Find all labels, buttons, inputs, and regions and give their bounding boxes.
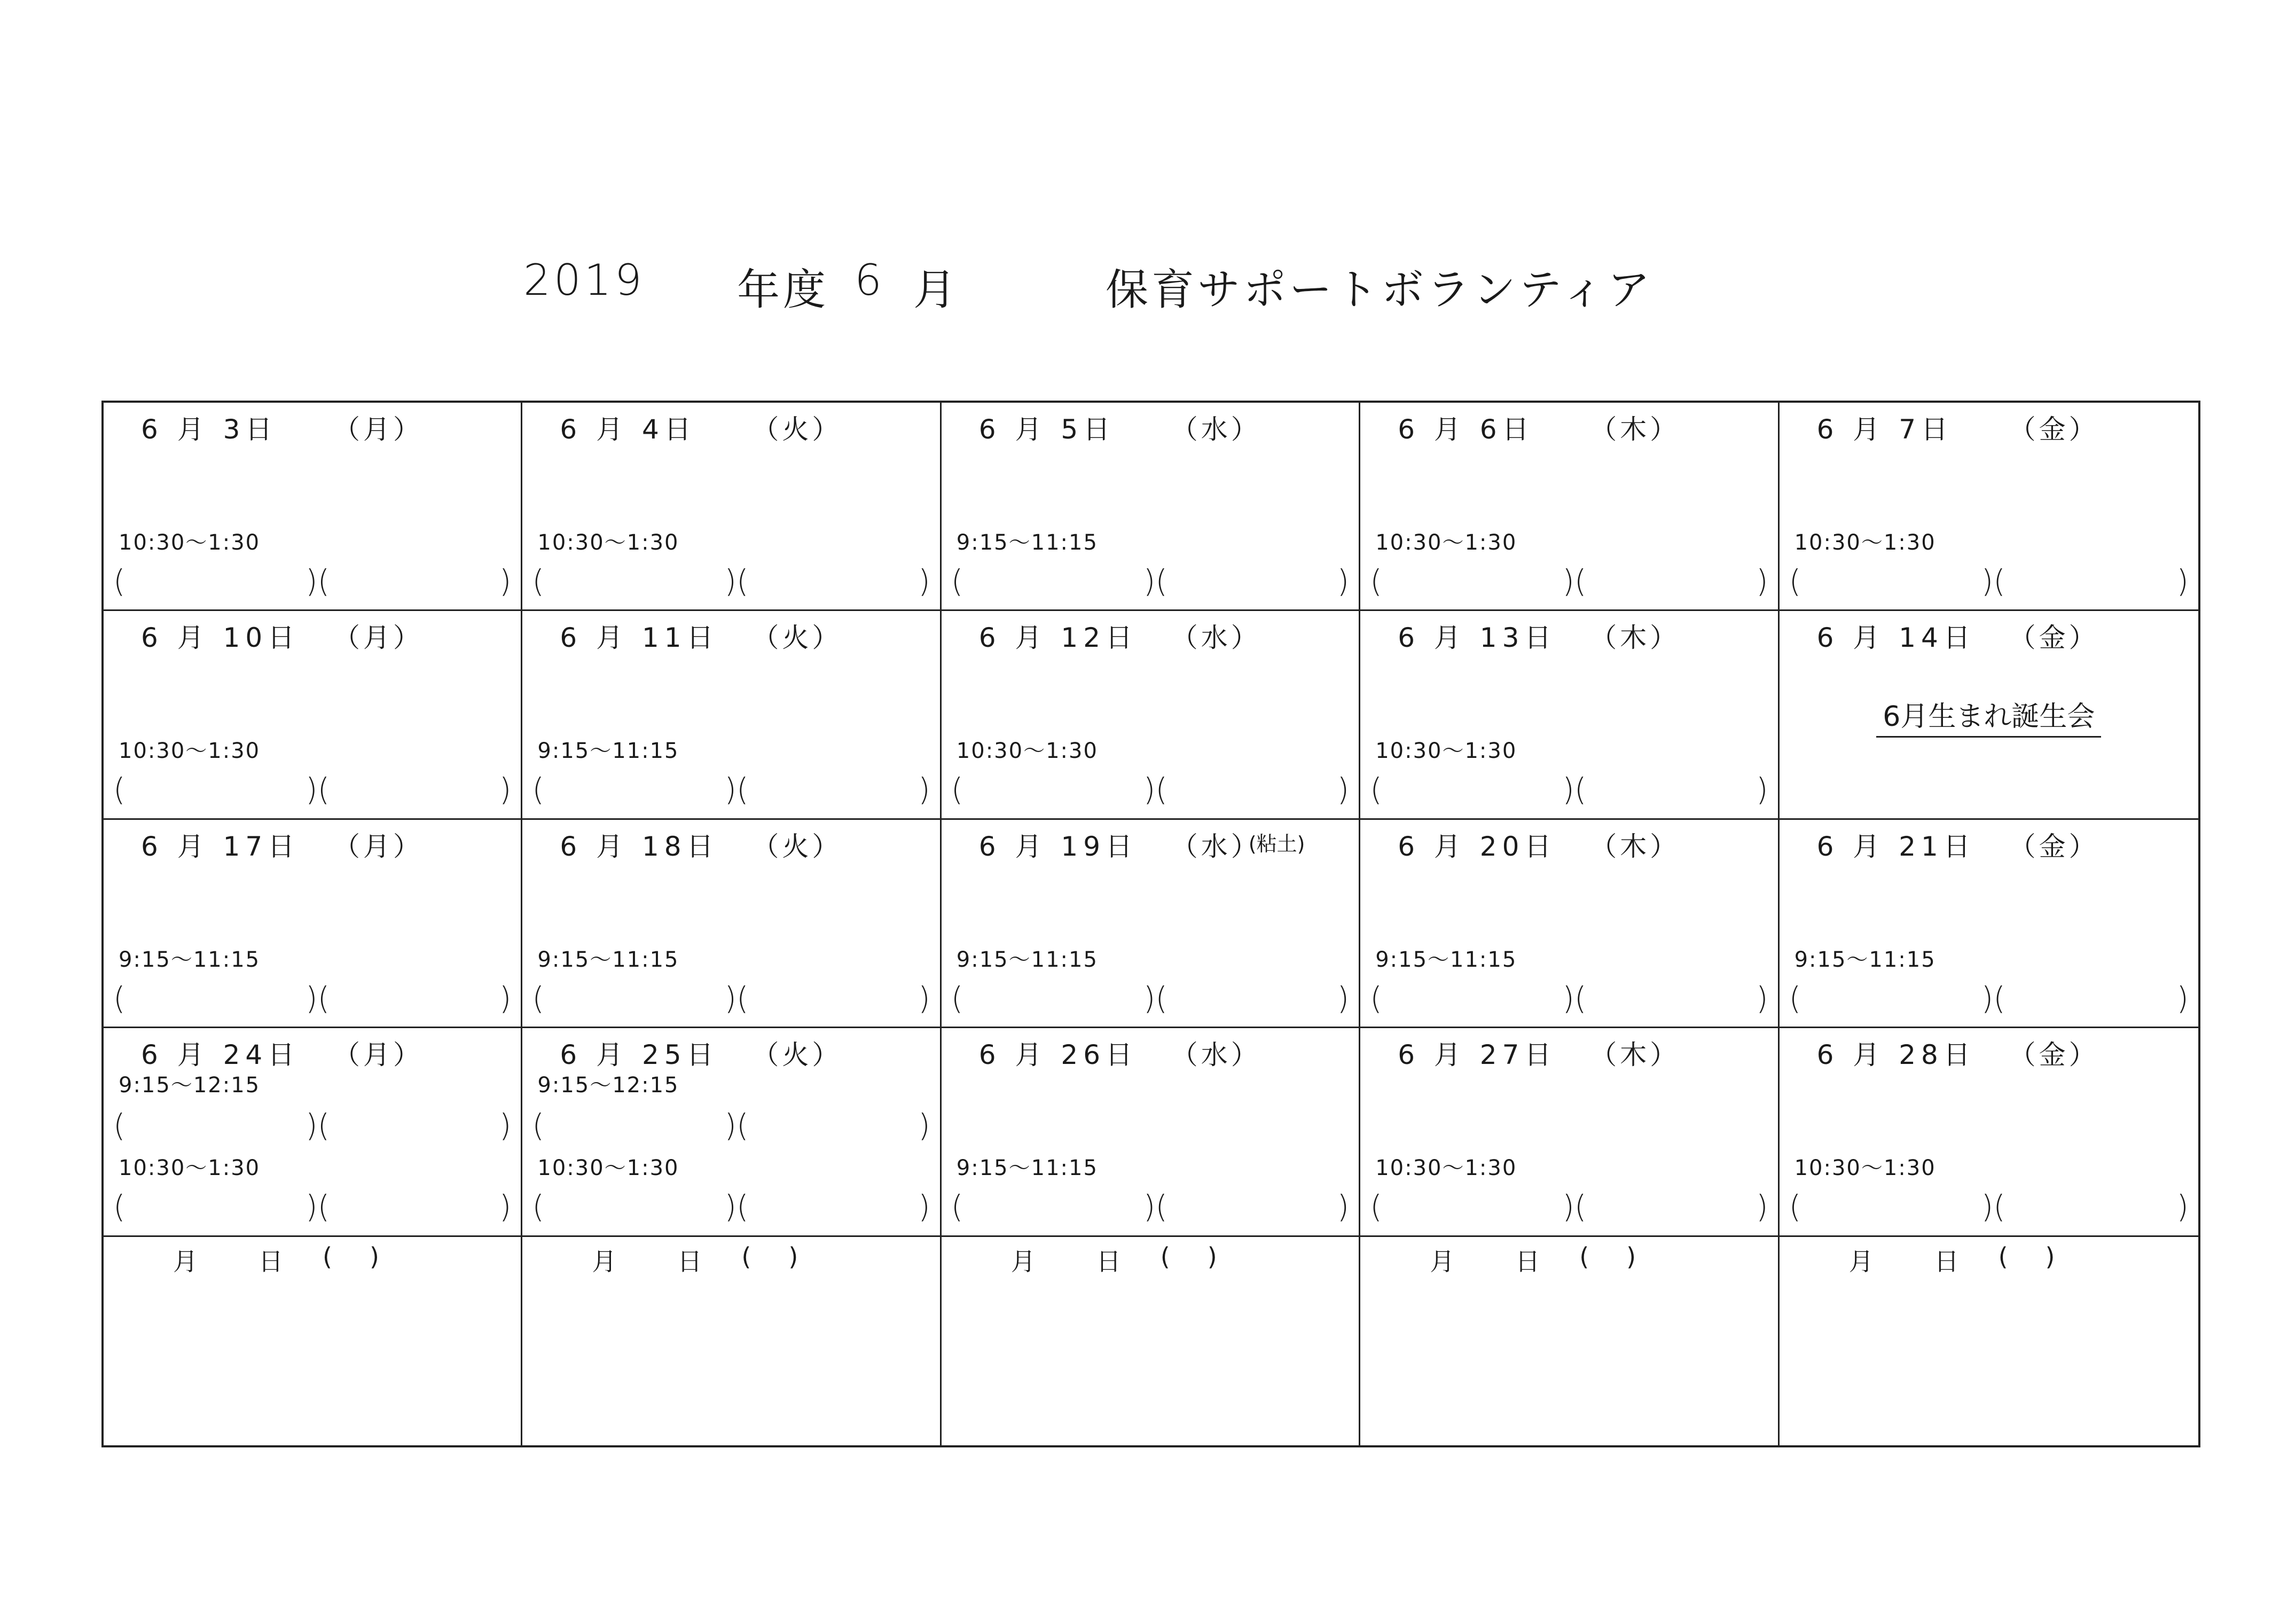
time-range: 9:15～11:15 [956, 1156, 1098, 1181]
slot-close-paren: ) [1756, 980, 1768, 1016]
day-date: 6 月 10日 [141, 622, 300, 654]
slot-close-paren: ) [1756, 1188, 1768, 1225]
day-date: 6 月 25日 [560, 1039, 719, 1071]
day-weekday: （水） [1171, 622, 1261, 654]
day-weekday: （火） [752, 831, 842, 862]
slot-open-paren: ( [1370, 771, 1382, 808]
slot-open-paren: ( [532, 563, 545, 599]
blank-paren-open: ( [1998, 1242, 2046, 1271]
blank-paren-open: ( [1579, 1242, 1627, 1271]
day-cell [942, 820, 1360, 1028]
volunteer-signup-slot[interactable] [113, 980, 512, 1016]
blank-paren-close: ) [2045, 1242, 2093, 1271]
slot-open-paren: ( [951, 563, 963, 599]
slot-middle-parens: )( [1562, 980, 1587, 1016]
day-event [1780, 694, 2198, 738]
title-heading: 保育サポートボランティア [1106, 265, 1654, 315]
day-weekday: （金） [2009, 622, 2099, 654]
day-cell [522, 403, 941, 611]
day-cell [1780, 820, 2198, 1028]
blank-paren-open: ( [1160, 1242, 1208, 1271]
day-date: 6 月 7日 [1816, 414, 1954, 445]
volunteer-signup-slot[interactable] [113, 1188, 512, 1225]
day-weekday: （木） [1590, 1039, 1680, 1071]
time-range: 10:30～1:30 [537, 530, 679, 555]
blank-paren-close: ) [1626, 1242, 1674, 1271]
volunteer-signup-slot[interactable] [532, 771, 930, 808]
slot-close-paren: ) [918, 1188, 930, 1225]
slot-close-paren: ) [918, 980, 930, 1016]
slot-middle-parens: )( [305, 1107, 330, 1144]
day-weekday: （木） [1590, 414, 1680, 445]
slot-middle-parens: )( [1143, 771, 1168, 808]
volunteer-signup-slot[interactable] [1789, 980, 2189, 1016]
slot-close-paren: ) [1337, 1188, 1350, 1225]
slot-open-paren: ( [113, 563, 126, 599]
blank-month-label: 月 [592, 1247, 617, 1276]
blank-month-label: 月 [1430, 1247, 1455, 1276]
slot-middle-parens: )( [1981, 563, 2005, 599]
time-range: 10:30～1:30 [537, 1156, 679, 1181]
day-date: 6 月 28日 [1816, 1039, 1976, 1071]
volunteer-signup-slot[interactable] [532, 980, 930, 1016]
slot-close-paren: ) [1756, 771, 1768, 808]
slot-middle-parens: )( [305, 1188, 330, 1225]
volunteer-signup-slot[interactable] [1789, 563, 2189, 599]
day-weekday: （水） [1171, 414, 1261, 445]
day-cell [1780, 403, 2198, 611]
day-cell [104, 1028, 522, 1236]
blank-day-label: 日 [1515, 1247, 1540, 1276]
time-range: 10:30～1:30 [1794, 1156, 1936, 1181]
time-range: 10:30～1:30 [1794, 530, 1936, 555]
day-weekday: （木） [1590, 622, 1680, 654]
blank-month-label: 月 [1010, 1247, 1036, 1276]
time-range: 10:30～1:30 [1375, 1156, 1517, 1181]
slot-open-paren: ( [113, 1188, 126, 1225]
slot-open-paren: ( [1370, 563, 1382, 599]
blank-paren-close: ) [788, 1242, 836, 1271]
day-date: 6 月 6日 [1398, 414, 1534, 445]
slot-close-paren: ) [499, 563, 512, 599]
blank-day-cell [1780, 1237, 2198, 1445]
day-cell [1360, 403, 1779, 611]
day-weekday: （水） [1171, 831, 1261, 862]
slot-close-paren: ) [918, 563, 930, 599]
day-date: 6 月 12日 [978, 622, 1138, 654]
slot-middle-parens: )( [1143, 1188, 1168, 1225]
day-note: (粘土) [1248, 832, 1305, 856]
blank-weekday-parens [1579, 1242, 1673, 1271]
title-year: 2019 [523, 255, 645, 305]
time-range: 10:30～1:30 [119, 1156, 261, 1181]
slot-middle-parens: )( [724, 1107, 749, 1144]
slot-middle-parens: )( [724, 1188, 749, 1225]
time-range: 9:15～11:15 [119, 947, 261, 972]
slot-close-paren: ) [499, 1188, 512, 1225]
blank-day-label: 日 [677, 1247, 702, 1276]
time-range: 9:15～11:15 [956, 947, 1098, 972]
day-date: 6 月 3日 [141, 414, 278, 445]
day-cell [942, 403, 1360, 611]
slot-close-paren: ) [918, 1107, 930, 1144]
volunteer-signup-slot[interactable] [951, 563, 1350, 599]
title-fiscal-year-label: 年度 [737, 265, 829, 315]
day-cell [942, 1028, 1360, 1236]
volunteer-signup-slot[interactable] [113, 563, 512, 599]
slot-open-paren: ( [1789, 1188, 1801, 1225]
slot-middle-parens: )( [1143, 563, 1168, 599]
slot-open-paren: ( [532, 1188, 545, 1225]
day-weekday: （月） [333, 831, 423, 862]
slot-close-paren: ) [2176, 980, 2189, 1016]
slot-open-paren: ( [1370, 980, 1382, 1016]
time-range: 10:30～1:30 [119, 530, 261, 555]
day-cell [1780, 1028, 2198, 1236]
day-date: 6 月 24日 [141, 1039, 300, 1071]
slot-close-paren: ) [499, 980, 512, 1016]
volunteer-signup-slot[interactable] [113, 771, 512, 808]
slot-close-paren: ) [499, 1107, 512, 1144]
volunteer-signup-slot[interactable] [951, 1188, 1350, 1225]
volunteer-calendar-grid [101, 401, 2200, 1447]
blank-weekday-parens [1999, 1242, 2093, 1271]
time-range: 9:15～11:15 [537, 739, 679, 764]
day-weekday: （火） [752, 414, 842, 445]
day-weekday: （月） [333, 414, 423, 445]
time-range: 10:30～1:30 [956, 739, 1098, 764]
day-weekday: （火） [752, 1039, 842, 1071]
time-range: 9:15～12:15 [119, 1073, 261, 1098]
volunteer-signup-slot[interactable] [951, 980, 1350, 1016]
day-weekday: （水） [1171, 1039, 1261, 1071]
blank-paren-close: ) [369, 1242, 417, 1271]
time-range: 9:15～12:15 [537, 1073, 679, 1098]
event-label: 6月生まれ誕生会 [1876, 694, 2101, 738]
day-date: 6 月 20日 [1398, 831, 1557, 862]
slot-middle-parens: )( [724, 771, 749, 808]
volunteer-signup-slot[interactable] [532, 563, 930, 599]
volunteer-signup-slot[interactable] [113, 1107, 512, 1144]
blank-paren-close: ) [1207, 1242, 1255, 1271]
slot-open-paren: ( [951, 771, 963, 808]
volunteer-signup-slot[interactable] [1370, 980, 1768, 1016]
day-weekday: （金） [2009, 831, 2099, 862]
day-cell [104, 820, 522, 1028]
time-range: 9:15～11:15 [1794, 947, 1936, 972]
blank-day-cell [522, 1237, 941, 1445]
day-date: 6 月 26日 [978, 1039, 1138, 1071]
day-date: 6 月 27日 [1398, 1039, 1557, 1071]
slot-middle-parens: )( [305, 771, 330, 808]
slot-middle-parens: )( [724, 980, 749, 1016]
day-weekday: （金） [2009, 414, 2099, 445]
day-cell [522, 820, 941, 1028]
time-range: 10:30～1:30 [1375, 530, 1517, 555]
blank-day-label: 日 [1096, 1247, 1121, 1276]
day-date: 6 月 4日 [560, 414, 696, 445]
slot-middle-parens: )( [1143, 980, 1168, 1016]
time-range: 9:15～11:15 [537, 947, 679, 972]
slot-close-paren: ) [499, 771, 512, 808]
blank-month-label: 月 [1848, 1247, 1874, 1276]
blank-weekday-parens [323, 1242, 417, 1271]
slot-middle-parens: )( [305, 980, 330, 1016]
day-weekday: （月） [333, 1039, 423, 1071]
day-date: 6 月 18日 [560, 831, 719, 862]
slot-open-paren: ( [113, 1107, 126, 1144]
blank-day-cell [942, 1237, 1360, 1445]
day-weekday: （月） [333, 622, 423, 654]
day-date: 6 月 14日 [1816, 622, 1976, 654]
day-cell [104, 403, 522, 611]
blank-day-cell [1360, 1237, 1779, 1445]
blank-day-label: 日 [258, 1247, 283, 1276]
title-month: 6 [855, 255, 885, 305]
day-cell [522, 1028, 941, 1236]
day-date: 6 月 19日 [978, 831, 1138, 862]
slot-close-paren: ) [918, 771, 930, 808]
blank-month-label: 月 [173, 1247, 198, 1276]
day-weekday: （木） [1590, 831, 1680, 862]
day-cell [522, 611, 941, 819]
slot-open-paren: ( [951, 1188, 963, 1225]
slot-close-paren: ) [1756, 563, 1768, 599]
slot-close-paren: ) [1337, 980, 1350, 1016]
blank-paren-open: ( [741, 1242, 789, 1271]
time-range: 9:15～11:15 [956, 530, 1098, 555]
day-cell [104, 611, 522, 819]
slot-open-paren: ( [1789, 980, 1801, 1016]
slot-middle-parens: )( [1981, 1188, 2005, 1225]
slot-open-paren: ( [1789, 563, 1801, 599]
volunteer-signup-slot[interactable] [1370, 1188, 1768, 1225]
volunteer-signup-slot[interactable] [532, 1188, 930, 1225]
slot-close-paren: ) [2176, 1188, 2189, 1225]
volunteer-signup-slot[interactable] [951, 771, 1350, 808]
day-weekday: （火） [752, 622, 842, 654]
time-range: 10:30～1:30 [119, 739, 261, 764]
slot-close-paren: ) [2176, 563, 2189, 599]
day-cell [942, 611, 1360, 819]
day-cell [1360, 611, 1779, 819]
slot-close-paren: ) [1337, 563, 1350, 599]
volunteer-signup-slot[interactable] [1370, 563, 1768, 599]
volunteer-signup-slot[interactable] [1370, 771, 1768, 808]
slot-open-paren: ( [532, 980, 545, 1016]
slot-open-paren: ( [532, 1107, 545, 1144]
day-cell [1360, 820, 1779, 1028]
slot-middle-parens: )( [1981, 980, 2005, 1016]
blank-paren-open: ( [323, 1242, 370, 1271]
day-cell [1780, 611, 2198, 819]
slot-open-paren: ( [113, 980, 126, 1016]
day-cell [1360, 1028, 1779, 1236]
day-date: 6 月 21日 [1816, 831, 1976, 862]
slot-middle-parens: )( [1562, 771, 1587, 808]
slot-middle-parens: )( [305, 563, 330, 599]
slot-middle-parens: )( [1562, 1188, 1587, 1225]
title-month-label: 月 [913, 265, 959, 315]
slot-open-paren: ( [951, 980, 963, 1016]
blank-weekday-parens [1161, 1242, 1255, 1271]
volunteer-signup-slot[interactable] [1789, 1188, 2189, 1225]
blank-weekday-parens [741, 1242, 835, 1271]
time-range: 9:15～11:15 [1375, 947, 1517, 972]
slot-middle-parens: )( [1562, 563, 1587, 599]
slot-middle-parens: )( [724, 563, 749, 599]
slot-open-paren: ( [532, 771, 545, 808]
time-range: 10:30～1:30 [1375, 739, 1517, 764]
blank-day-cell [104, 1237, 522, 1445]
blank-day-label: 日 [1934, 1247, 1959, 1276]
slot-close-paren: ) [1337, 771, 1350, 808]
day-date: 6 月 5日 [978, 414, 1116, 445]
day-date: 6 月 17日 [141, 831, 300, 862]
day-date: 6 月 13日 [1398, 622, 1557, 654]
slot-open-paren: ( [113, 771, 126, 808]
slot-open-paren: ( [1370, 1188, 1382, 1225]
day-date: 6 月 11日 [560, 622, 719, 654]
volunteer-signup-slot[interactable] [532, 1107, 930, 1144]
day-weekday: （金） [2009, 1039, 2099, 1071]
